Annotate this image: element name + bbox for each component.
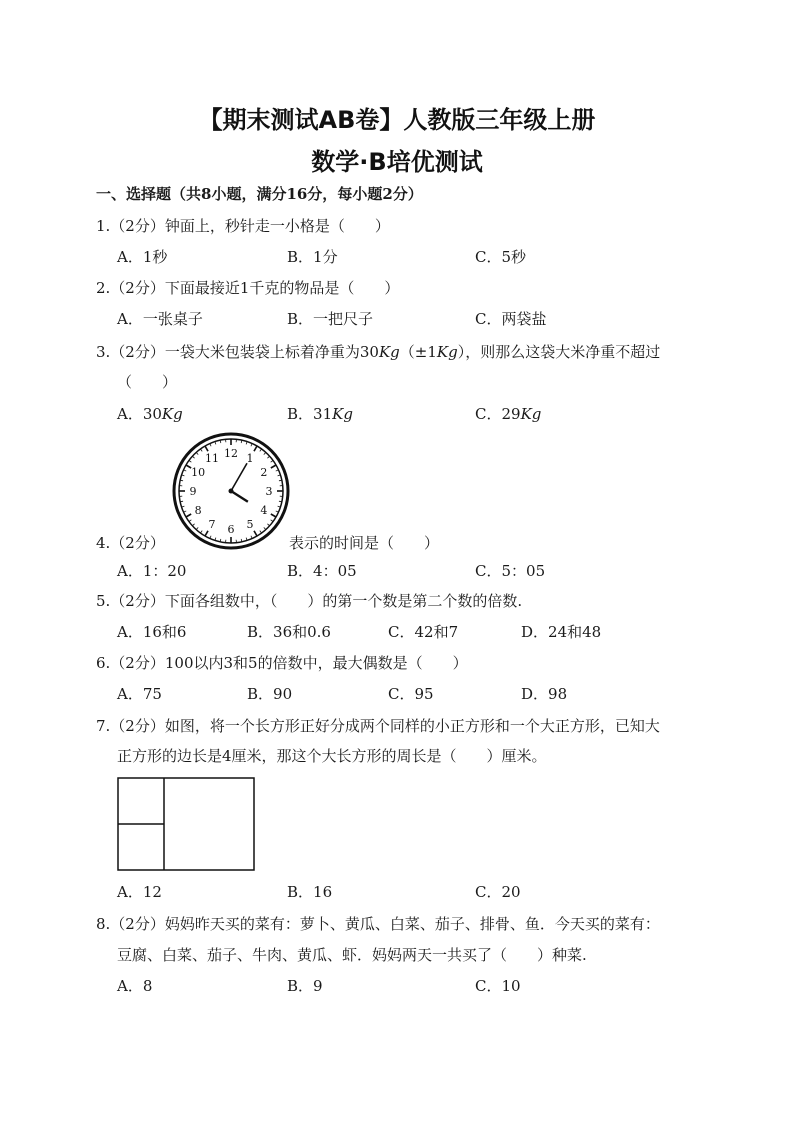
question-2-stem: 2.（2分）下面最接近1千克的物品是（ ） xyxy=(96,279,400,297)
question-8-option-a: A．8 xyxy=(117,977,153,995)
question-6-stem: 6.（2分）100以内3和5的倍数中，最大偶数是（ ） xyxy=(96,654,468,672)
clock-number: 6 xyxy=(227,523,235,536)
clock-number: 9 xyxy=(189,485,197,498)
question-7-stem: 7.（2分）如图，将一个长方形正好分成两个同样的小正方形和一个大正方形，已知大 xyxy=(96,717,660,735)
question-5-option-b: B．36和0.6 xyxy=(247,623,331,641)
question-1-option-b: B．1分 xyxy=(287,248,338,266)
question-4-stem-prefix: 4.（2分） xyxy=(96,534,165,552)
page-title: 【期末测试AB卷】人教版三年级上册 xyxy=(198,106,596,134)
question-2-option-a: A．一张桌子 xyxy=(117,310,203,328)
question-3-stem-continued: （ ） xyxy=(117,373,178,391)
question-2-option-b: B．一把尺子 xyxy=(287,310,374,328)
question-8-option-c: C．10 xyxy=(475,977,521,995)
clock-number: 3 xyxy=(265,485,273,498)
question-3-option-b: B．31Kg xyxy=(287,405,353,423)
question-3-stem: 3.（2分）一袋大米包装袋上标着净重为30Kg（±1Kg），则那么这袋大米净重不超过 xyxy=(96,343,661,361)
question-5-option-d: D．24和48 xyxy=(521,623,602,641)
question-4-option-c: C．5：05 xyxy=(475,562,546,580)
question-8-stem: 8.（2分）妈妈昨天买的菜有：萝卜、黄瓜、白菜、茄子、排骨、鱼．今天买的菜有： xyxy=(96,915,660,933)
clock-figure xyxy=(172,432,290,550)
question-3-option-c: C．29Kg xyxy=(475,405,542,423)
question-4-option-b: B．4：05 xyxy=(287,562,357,580)
question-5-option-a: A．16和6 xyxy=(117,623,187,641)
question-7-stem-continued: 正方形的边长是4厘米，那这个大长方形的周长是（ ）厘米。 xyxy=(117,747,547,765)
clock-number: 7 xyxy=(208,517,216,531)
question-7-option-c: C．20 xyxy=(475,883,521,901)
question-7-option-a: A．12 xyxy=(117,883,162,901)
rectangle-figure xyxy=(117,777,257,873)
question-5-stem: 5.（2分）下面各组数中，（ ）的第一个数是第二个数的倍数. xyxy=(96,592,523,610)
question-5-option-c: C．42和7 xyxy=(388,623,459,641)
question-4-stem-suffix: 表示的时间是（ ） xyxy=(289,534,440,552)
clock-number: 11 xyxy=(205,452,219,466)
section-heading: 一、选择题（共8小题，满分16分，每小题2分） xyxy=(96,185,423,203)
question-7-option-b: B．16 xyxy=(287,883,333,901)
clock-number: 12 xyxy=(224,447,238,460)
question-6-option-c: C．95 xyxy=(388,685,434,703)
question-4-option-a: A．1：20 xyxy=(117,562,187,580)
clock-center xyxy=(229,489,234,494)
question-6-option-a: A．75 xyxy=(117,685,162,703)
question-6-option-d: D．98 xyxy=(521,685,568,703)
clock-number: 1 xyxy=(246,452,254,466)
question-1-option-a: A．1秒 xyxy=(117,248,168,266)
page-subtitle: 数学·B培优测试 xyxy=(311,148,483,176)
clock-number: 5 xyxy=(246,517,254,531)
question-1-option-c: C．5秒 xyxy=(475,248,527,266)
clock-number: 2 xyxy=(260,466,268,479)
question-1-stem: 1.（2分）钟面上，秒针走一小格是（ ） xyxy=(96,217,390,235)
clock-number: 8 xyxy=(194,504,202,517)
clock-number: 4 xyxy=(260,504,268,517)
clock-number: 10 xyxy=(191,466,206,479)
question-6-option-b: B．90 xyxy=(247,685,293,703)
question-8-option-b: B．9 xyxy=(287,977,323,995)
clock-face xyxy=(172,432,290,550)
question-3-option-a: A．30Kg xyxy=(117,405,183,423)
question-8-stem-continued: 豆腐、白菜、茄子、牛肉、黄瓜、虾．妈妈两天一共买了（ ）种菜. xyxy=(117,946,587,964)
question-2-option-c: C．两袋盐 xyxy=(475,310,547,328)
